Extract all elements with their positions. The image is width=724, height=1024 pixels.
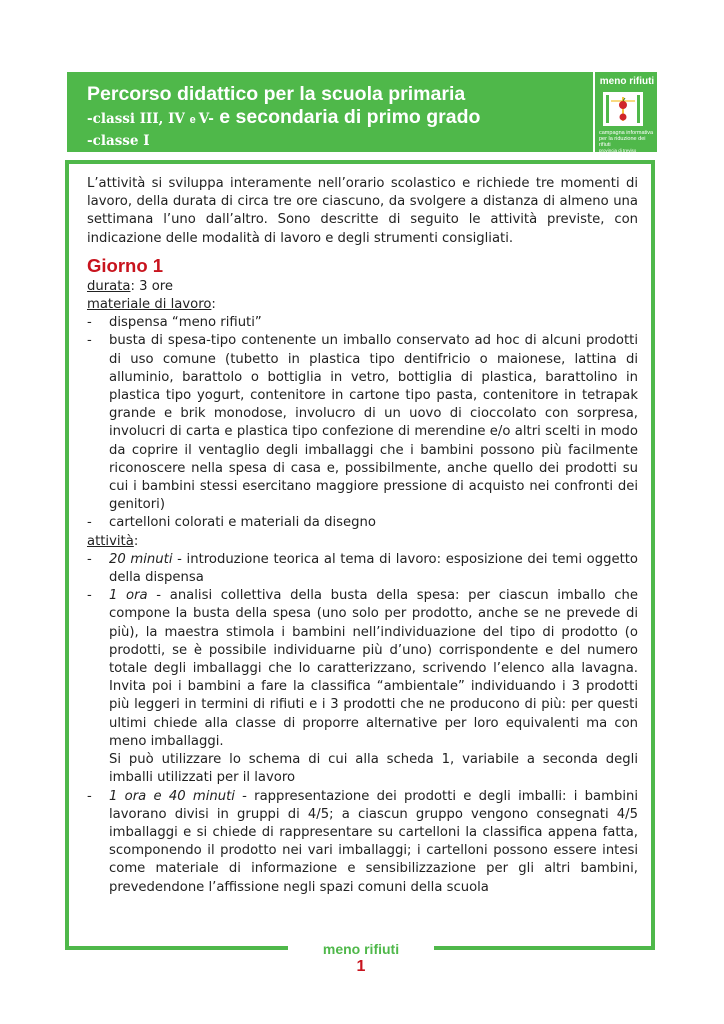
materiali-list bbox=[87, 314, 638, 532]
materiale-item: dispensa “meno rifiuti” bbox=[109, 315, 262, 331]
materiale-colon: : bbox=[211, 297, 216, 313]
bullet-dash: - bbox=[87, 515, 92, 531]
list-item bbox=[87, 788, 638, 897]
header-text bbox=[87, 82, 480, 151]
attivita-label: attività bbox=[87, 533, 134, 549]
attivita-colon: : bbox=[133, 533, 139, 549]
header-banner bbox=[67, 72, 657, 152]
activity-time: 1 ora e 40 minuti bbox=[109, 788, 235, 804]
attivita-line bbox=[87, 533, 638, 551]
activity-text: - rappresentazione dei prodotti e degli imballi: i bambini lavorano divisi in gruppi di 4/5; a ciascun gruppo vengono consegnati 4/5 imballaggi e si chiede di rappresentare su cartelloni la classifica appena fatta, scomponendo il prodotto nei vari imballaggi; i cartelloni possono essere intesi come materiale di informazione e sensibilizzazione per gli altri bambini, prevedendone l’affissione negli spazi comuni della scuola bbox=[109, 788, 639, 895]
bullet-dash: - bbox=[87, 788, 92, 804]
apple-bin-icon bbox=[601, 90, 645, 128]
logo-caption-province: provincia di treviso bbox=[599, 148, 637, 153]
activity-note: Si può utilizzare lo schema di cui alla scheda 1, variabile a seconda degli imballi utilizzati per il lavoro bbox=[109, 752, 638, 786]
main-content bbox=[87, 175, 638, 897]
meno-rifiuti-logo bbox=[593, 72, 659, 152]
list-item bbox=[87, 332, 638, 514]
activity-text: - introduzione teorica al tema di lavoro: esposizione dei temi oggetto della dispensa bbox=[109, 551, 638, 586]
classes-fifth: V- bbox=[198, 111, 214, 127]
header-subtitle bbox=[87, 106, 480, 131]
classes-primary: -classi III, IV bbox=[87, 111, 190, 127]
logo-caption-main: campagna informativa per la riduzione dei rifiuti bbox=[599, 130, 654, 148]
attivita-list bbox=[87, 551, 638, 897]
list-item bbox=[87, 587, 638, 787]
durata-label: durata bbox=[87, 278, 131, 294]
list-item bbox=[87, 514, 638, 532]
giorno-heading: Giorno 1 bbox=[87, 254, 164, 276]
materiale-line bbox=[87, 296, 638, 314]
activity-time: 1 ora bbox=[109, 588, 148, 604]
activity-text: - analisi collettiva della busta della spesa: per ciascun imballo che compone la busta della spesa (uno solo per prodotto, anche se ne prevede di più), la maestra stimola i bambini nell’individuazione del tipo di prodotto (o prodotti, se è possibile individuarne più d’uno) corrispondente e del numero totale degli imballaggi che lo caratterizzano, scrivendo l’elenco alla lavagna. Invita poi i bambini a fare la classifica “ambientale” individuando i 3 prodotti più leggeri in termini di rifiuti e i 3 prodotti che ne producono di più: per questi ultimi chiede alla classe di proporre alternative per loro equivalenti ma con meno imballaggi. bbox=[109, 588, 638, 749]
page-title: Percorso didattico per la scuola primaria bbox=[87, 83, 466, 105]
activity-time: 20 minuti bbox=[109, 551, 173, 567]
materiale-item: busta di spesa-tipo contenente un imballo conservato ad hoc di alcuni prodotti di uso comune (tubetto in plastica tipo dentifricio o maionese, lattina di alluminio, barattolo o bottiglia in vetro, bottiglia di plastica, barattolino in plastica tipo yogurt, contenitore in cartone tipo pasta, contenitore in tetrapak grande e brik monodose, involucro di un uovo di cioccolato con sorpresa, involucri di carta e plastica tipo confezione di merendine e/o altri scelti in modo da coprire il ventaglio degli imballaggi che i bambini possono più facilmente riconoscere nella spesa di casa e, possibilmente, anche quello dei prodotti su cui i bambini stessi esercitano maggiore pressione di acquisto nei confronti dei genitori) bbox=[109, 333, 638, 513]
secondary-label: e secondaria di primo grado bbox=[213, 106, 481, 128]
intro-paragraph: L’attività si sviluppa interamente nell’orario scolastico e richiede tre momenti di lavoro, della durata di circa tre ore ciascuno, da svolgere a distanza di almeno una settimana l’uno dall’altro. Sono descritte di seguito le attività previste, con indicazione delle modalità di lavoro e degli strumenti consigliati. bbox=[87, 176, 638, 246]
classes-conjunction: e bbox=[189, 114, 199, 126]
bullet-dash: - bbox=[87, 315, 92, 331]
logo-title: meno rifiuti bbox=[599, 76, 655, 87]
classe-label: -classe I bbox=[87, 133, 150, 149]
list-item bbox=[87, 314, 638, 332]
bullet-dash: - bbox=[87, 333, 92, 349]
bullet-dash: - bbox=[87, 588, 92, 604]
durata-value: : 3 ore bbox=[130, 278, 174, 294]
materiale-item: cartelloni colorati e materiali da disegno bbox=[109, 515, 376, 531]
materiale-label: materiale di lavoro bbox=[87, 297, 212, 313]
logo-caption bbox=[599, 130, 655, 154]
page-number: 1 bbox=[356, 958, 366, 975]
bullet-dash: - bbox=[87, 551, 92, 567]
durata-line bbox=[87, 278, 638, 296]
list-item bbox=[87, 551, 638, 587]
footer-brand: meno rifiuti bbox=[322, 941, 400, 957]
